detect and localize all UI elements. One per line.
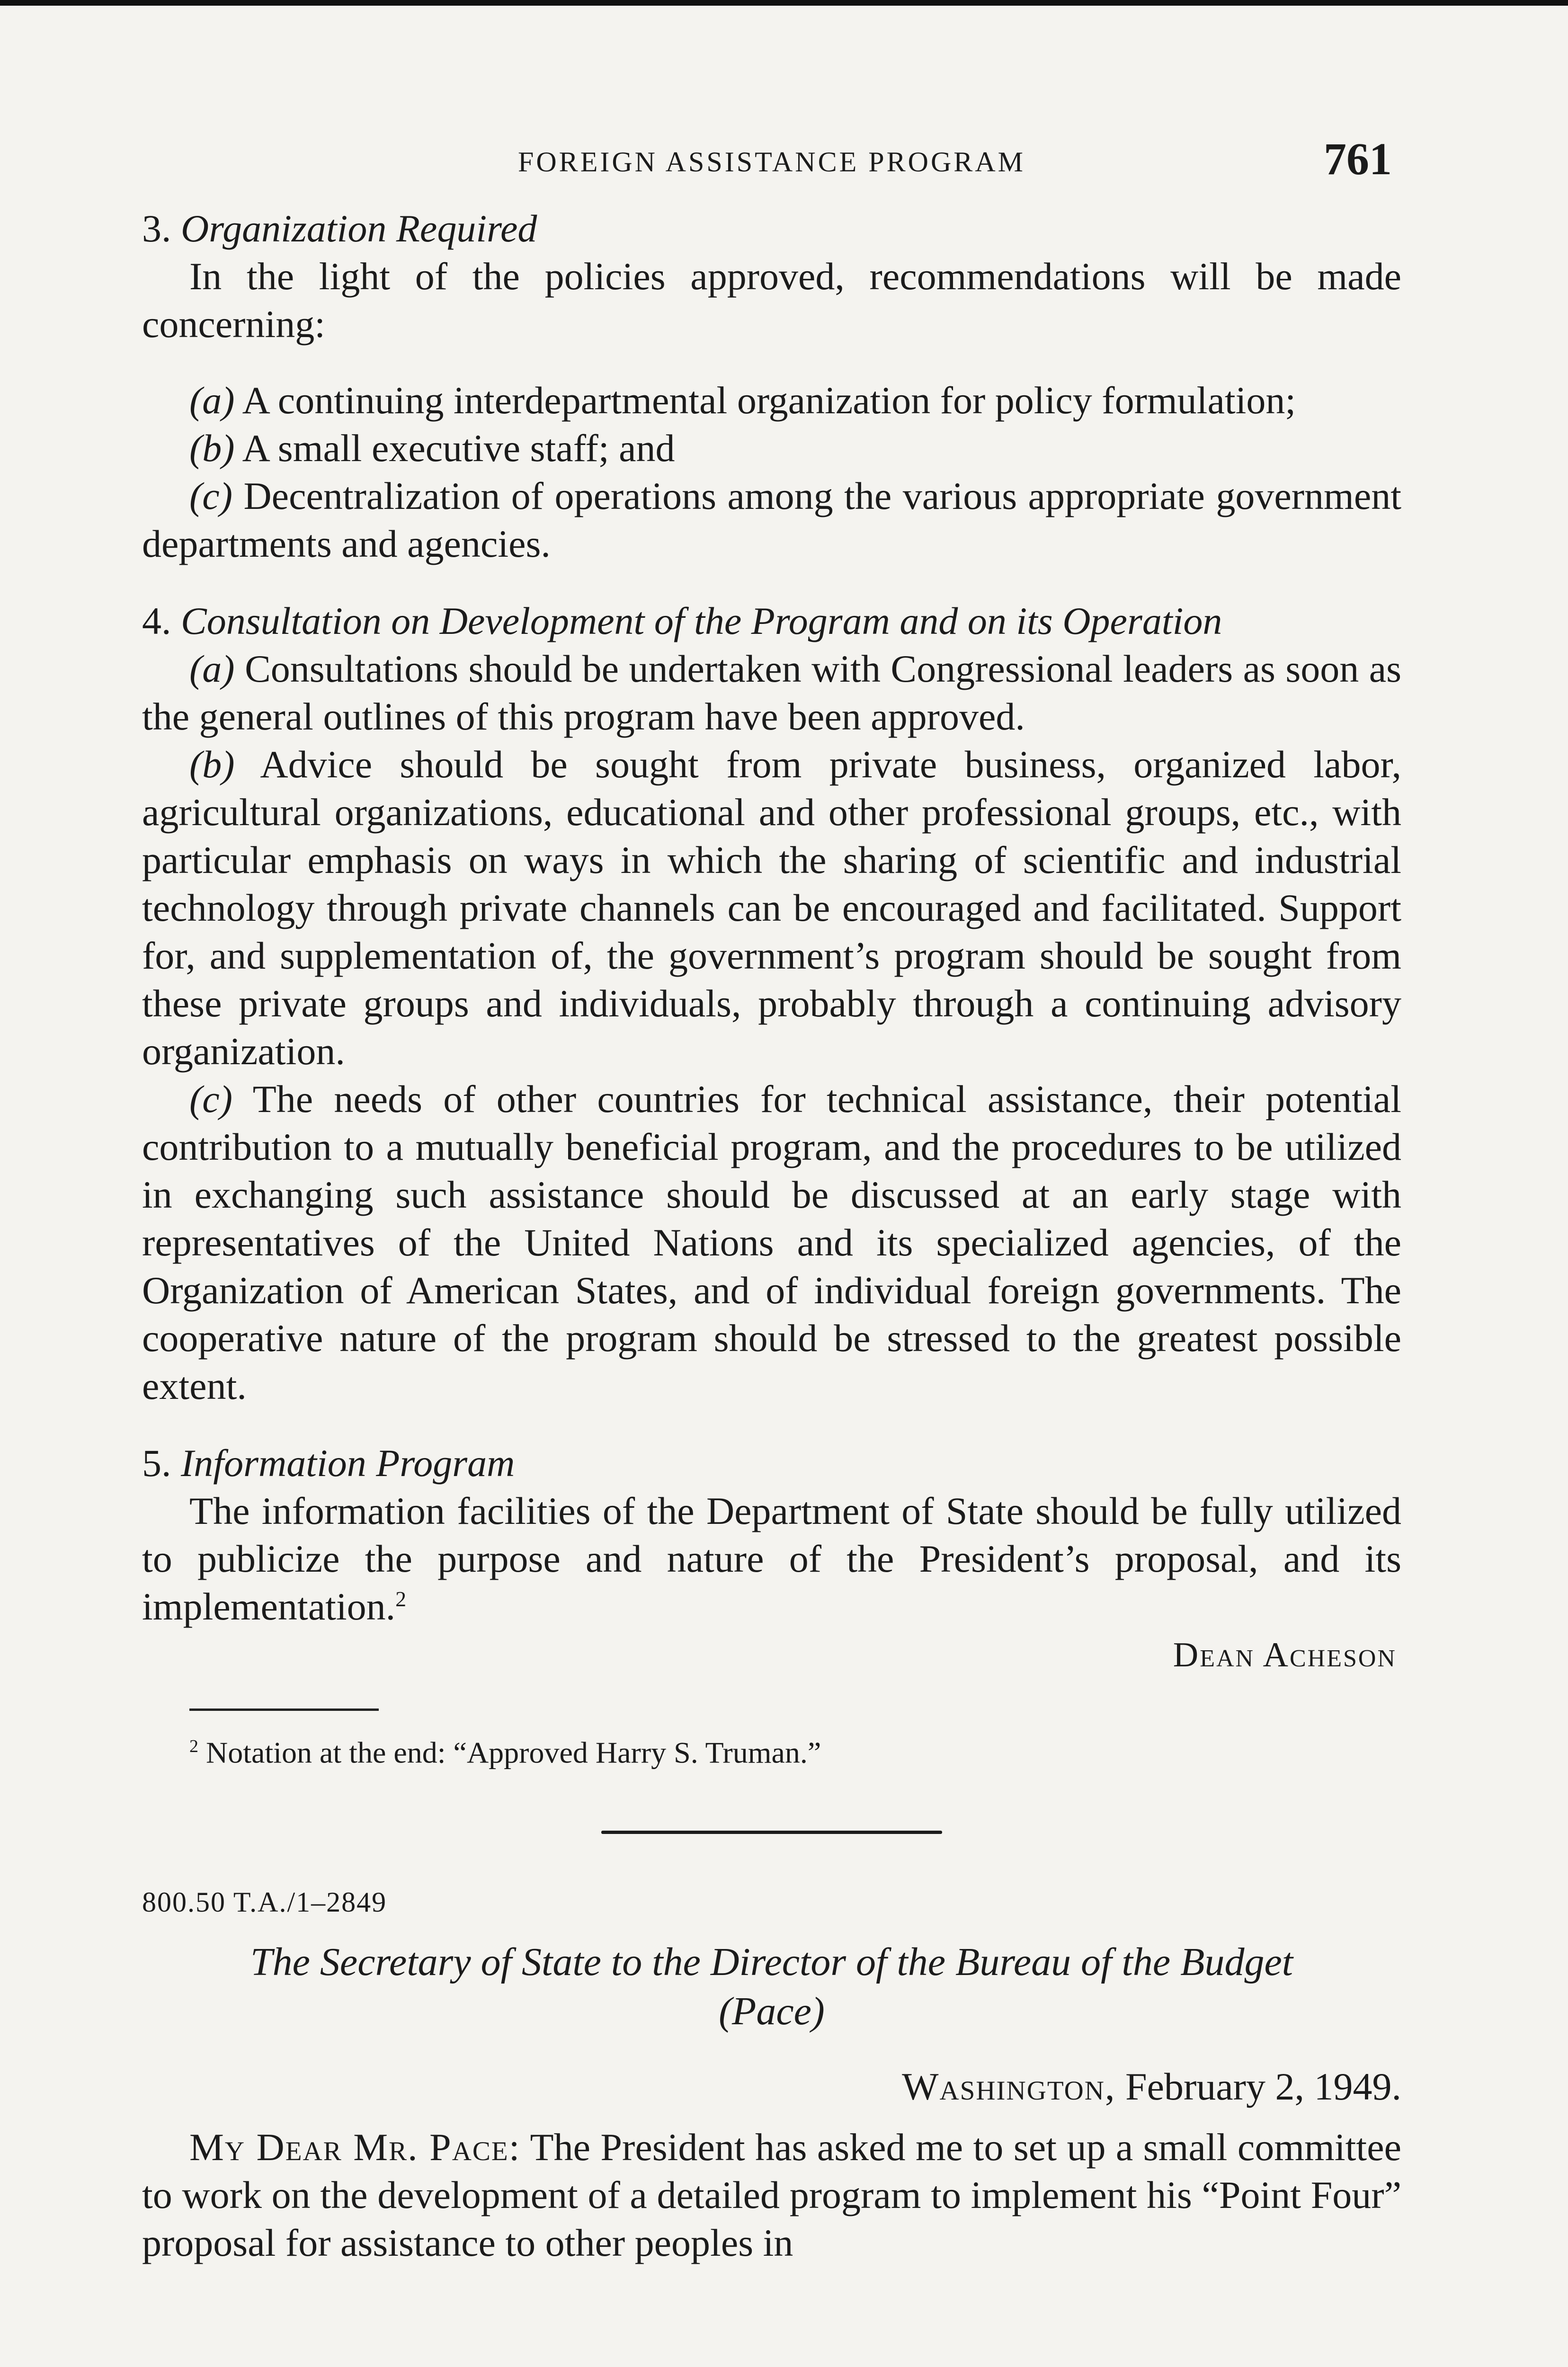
footnote-marker: 2 [189,1736,198,1756]
document-title [142,1938,1401,2036]
section-4-item-b [142,740,1401,1075]
item-text: A small executive staff; and [242,427,675,470]
item-text: The needs of other countries for technical assistance, their potential contribution to a mutually beneficial program, and the procedures to be utilized in exchanging such assistance should be discussed at an early stage with representatives of the United Nations and its specialized agencies, of the Organization of American States, and of individual foreign governments. The cooperative nature of the program should be stressed to the greatest possible extent. [142,1077,1401,1407]
salutation: My Dear Mr. Pace: [189,2126,521,2169]
document-title-line-2: (Pace) [719,1989,825,2034]
footnote-reference[interactable]: 2 [395,1587,407,1611]
footnote [189,1725,1401,1774]
item-label: (a) [189,647,235,690]
section-5-body: The information facilities of the Department of State should be fully utilized to publicize the purpose and nature of the President’s proposal, and its implementation. [142,1489,1401,1628]
item-text: Consultations should be undertaken with Congressional leaders as soon as the general outlines of this program have been approved. [142,647,1402,738]
letter-text: The President has asked me to set up a small committee to work on the development of a detailed program to implement his “Point Four” proposal for assistance to other peoples in [142,2126,1401,2265]
footnote-rule [189,1709,379,1711]
dateline-date: February 2, 1949. [1125,2065,1401,2109]
section-3-item-b [142,424,1401,472]
document-page [142,133,1401,2267]
signature: Dean Acheson [1173,1636,1397,1674]
section-4-item-c [142,1075,1401,1410]
item-text: Advice should be sought from private business, organized labor, agricultural organizations, educational and other professional groups, etc., with particular emphasis on ways in which the sharing of scientific and industrial technology through private channels can be encouraged and facilitated. Support for, and supplementation of, the government’s program should be sought from these private groups and individuals, probably through a continuing advisory organization. [142,743,1401,1073]
section-title: Organization Required [181,207,537,250]
file-number: 800.50 T.A./1–2849 [142,1886,387,1918]
item-text: Decentralization of operations among the various appropriate government departments and agencies. [142,474,1402,565]
section-3-item-c [142,472,1401,568]
item-label: (a) [189,379,235,422]
page-number: 761 [1324,133,1392,184]
item-label: (b) [189,427,235,470]
section-divider [601,1831,942,1834]
section-4-item-a [142,645,1401,740]
section-number: 5. [142,1442,171,1485]
section-5-text [142,1487,1401,1630]
section-4-heading [142,597,1401,645]
document-title-line-1: The Secretary of State to the Director of the Bureau of the Budget [250,1940,1293,1984]
section-3-intro: In the light of the policies approved, recommendations will be made concerning: [142,255,1401,346]
footnote-text: Notation at the end: “Approved Harry S. Truman.” [206,1735,821,1770]
section-3-item-a [142,376,1401,424]
item-label: (c) [189,474,233,517]
section-number: 3. [142,207,171,250]
page-top-edge [0,0,1568,6]
item-label: (c) [189,1077,233,1121]
dateline-place: Washington, [902,2065,1116,2109]
item-label: (b) [189,743,235,786]
dateline [142,2064,1401,2109]
running-head: FOREIGN ASSISTANCE PROGRAM [517,146,1026,178]
section-title: Information Program [181,1442,515,1485]
section-title: Consultation on Development of the Program and on its Operation [181,599,1222,642]
section-number: 4. [142,599,171,642]
section-3-heading [142,205,1401,252]
item-text: A continuing interdepartmental organization for policy formulation; [242,379,1296,422]
letter-body [142,2123,1401,2267]
page-header [142,133,1401,194]
section-5-heading [142,1439,1401,1487]
